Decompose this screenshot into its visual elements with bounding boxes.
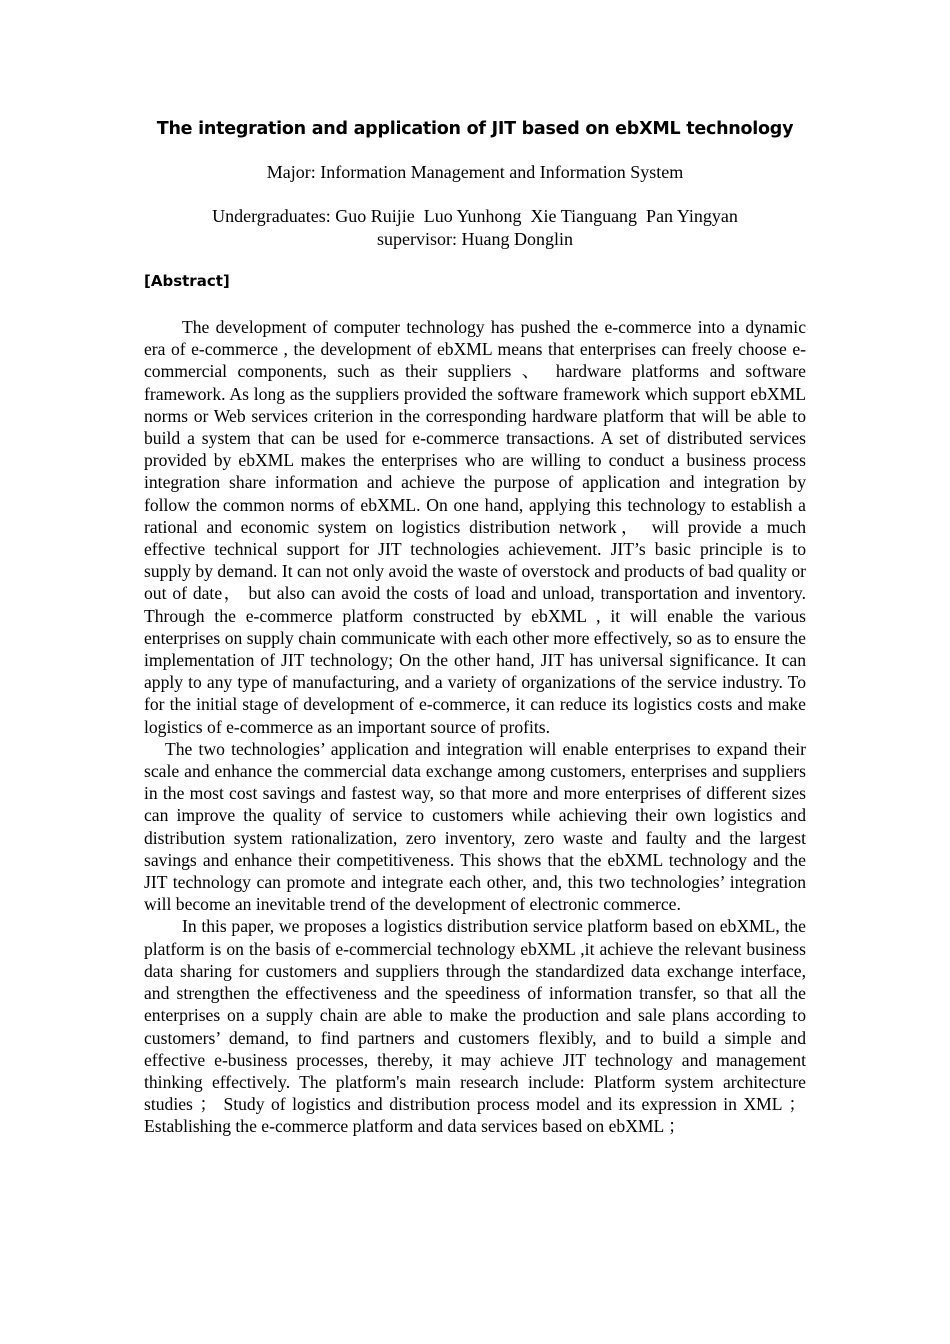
abstract-heading: [Abstract]	[144, 272, 230, 290]
major-line: Major: Information Management and Information System	[266, 162, 684, 182]
paragraph: In this paper, we proposes a logistics distribution service platform based on ebXML, the platform is on the basis of e-commercial technology ebXML ,it achieve the relevant business data sharing for customers and suppliers through the standardized data exchange interface, and strengthen the effectiveness and the speediness of information transfer, so that all the enterprises on a supply chain are able to make the production and sale plans according to customers’ demand, to find partners and customers flexibly, and to build a simple and effective e-business processes, thereby, it may achieve JIT technology and management thinking effectively. The platform's main research include: Platform system architecture studies ； Study of logistics and distribution process model and its expression in XML ； Establishing the e-commerce platform and data services based on ebXML ；	[144, 916, 806, 1137]
abstract-body	[144, 316, 806, 1138]
document-title: The integration and application of JIT based on ebXML technology	[156, 119, 794, 139]
paragraph: The two technologies’ application and integration will enable enterprises to expand their scale and enhance the commercial data exchange among customers, enterprises and suppliers in the most cost savings and fastest way, so that more and more enterprises of different sizes can improve the quality of service to customers while achieving their own logistics and distribution system rationalization, zero inventory, zero waste and faulty and the largest savings and enhance their competitiveness. This shows that the ebXML technology and the JIT technology can promote and integrate each other, and, this two technologies’ integration will become an inevitable trend of the development of electronic commerce.	[144, 738, 806, 915]
authors-block	[0, 205, 950, 250]
paragraph: The development of computer technology has pushed the e-commerce into a dynamic era of e-commerce , the development of ebXML means that enterprises can freely choose e-commercial components, such as their suppliers 、 hardware platforms and software framework. As long as the suppliers provided the software framework which support ebXML norms or Web services criterion in the corresponding hardware platform that will be able to build a system that can be used for e-commerce transactions. A set of distributed services provided by ebXML makes the enterprises who are willing to conduct a business process integration share information and achieve the purpose of application and integration by follow the common norms of ebXML. On one hand, applying this technology to establish a rational and economic system on logistics distribution network， will provide a much effective technical support for JIT technologies achievement. JIT’s basic principle is to supply by demand. It can not only avoid the waste of overstock and products of bad quality or out of date， but also can avoid the costs of load and unload, transportation and inventory. Through the e-commerce platform constructed by ebXML , it will enable the various enterprises on supply chain communicate with each other more effectively, so as to ensure the implementation of JIT technology; On the other hand, JIT has universal significance. It can apply to any type of manufacturing, and a variety of organizations of the service industry. To for the initial stage of development of e-commerce, it can reduce its logistics costs and make logistics of e-commerce as an important source of profits.	[144, 317, 806, 737]
supervisor-line: supervisor: Huang Donglin	[377, 228, 573, 249]
undergraduates-line: Undergraduates: Guo Ruijie Luo Yunhong Xie Tianguang Pan Yingyan	[212, 206, 738, 226]
